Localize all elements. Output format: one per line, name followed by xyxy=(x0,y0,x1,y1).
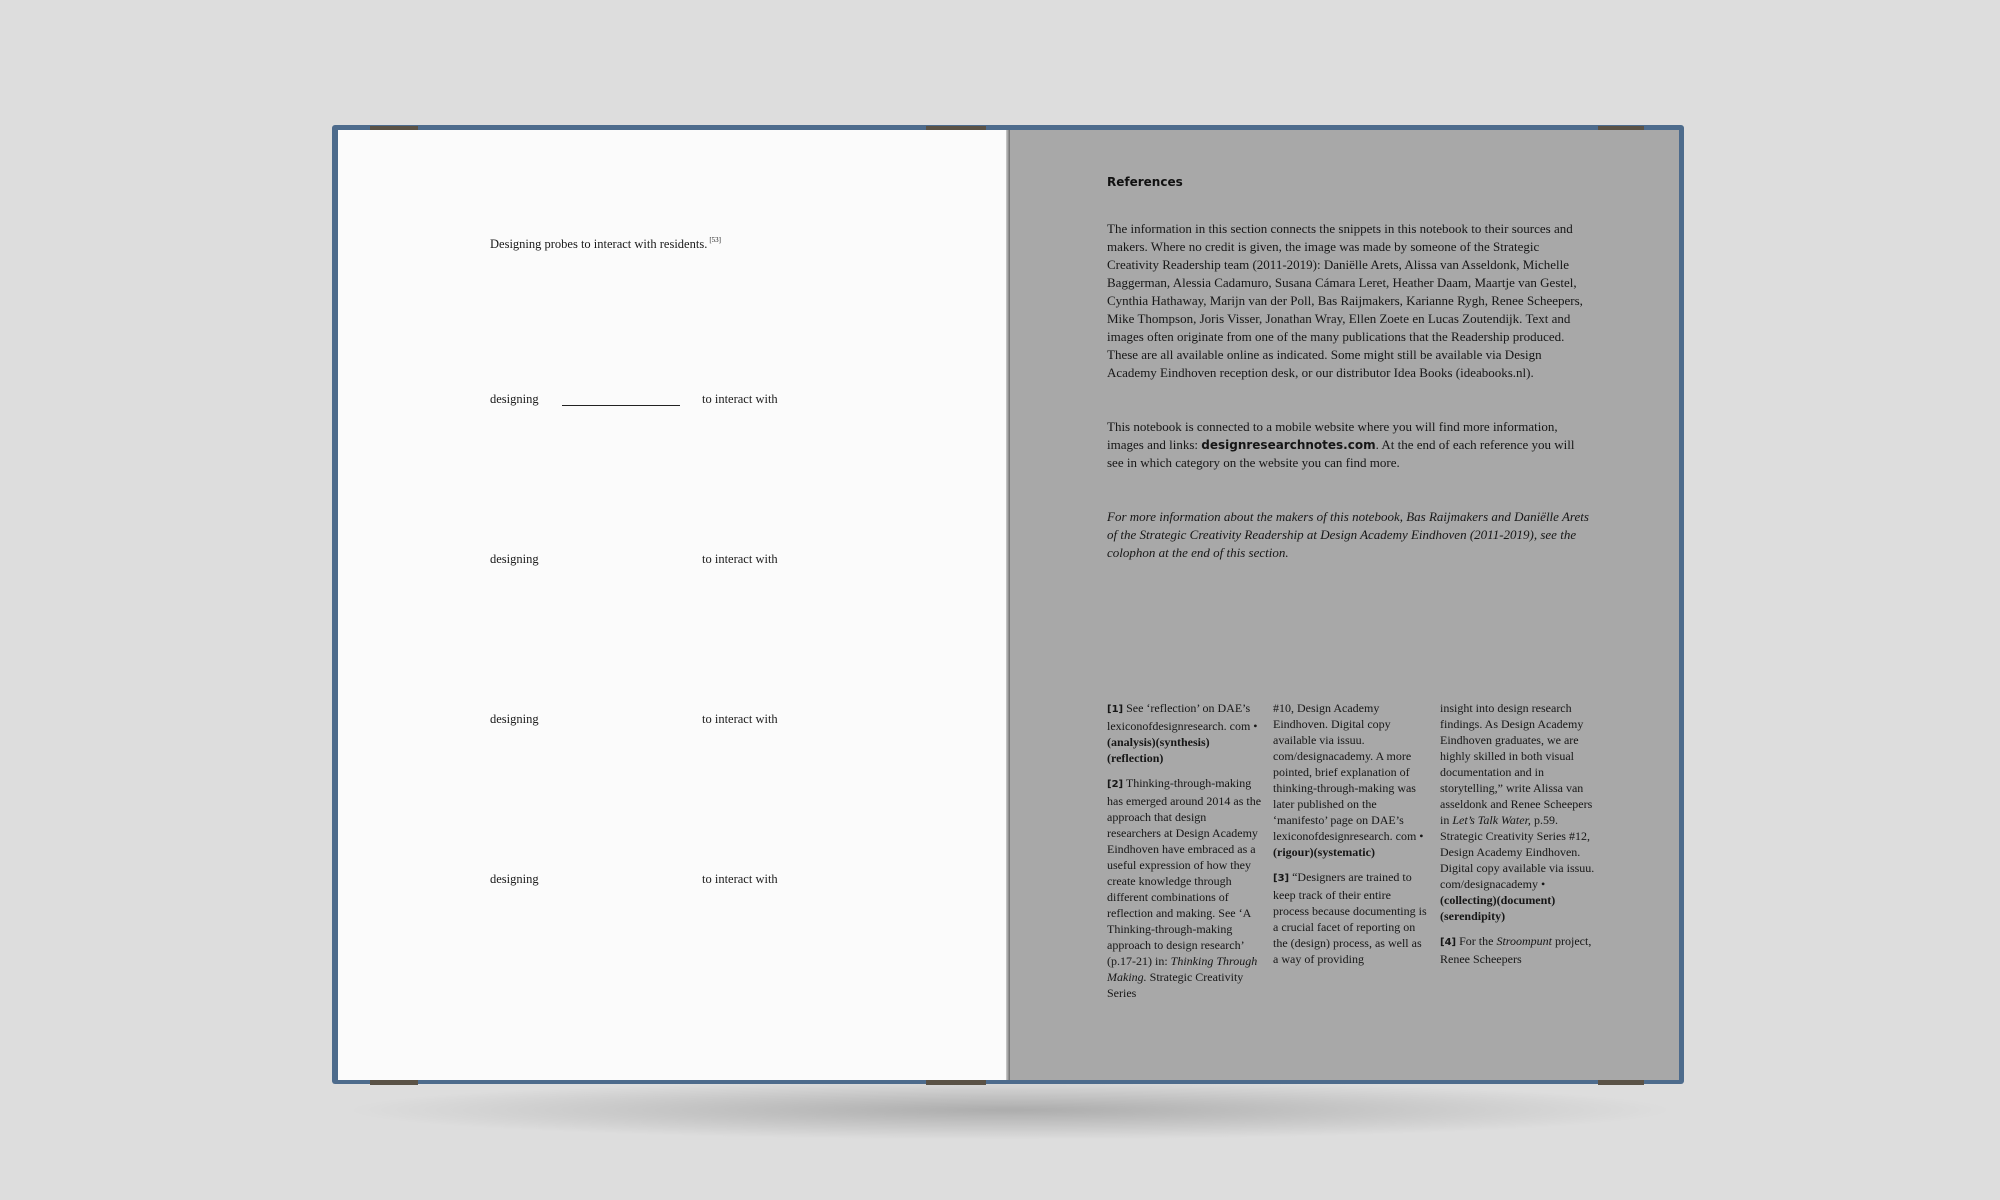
row-word-designing: designing xyxy=(490,392,539,406)
fill-in-row xyxy=(490,552,790,570)
fill-in-row xyxy=(490,872,790,890)
reference-categories: (rigour)(systematic) xyxy=(1273,845,1375,859)
reference-text: p.59. Strategic Creativity Series #12, Design Academy Eindhoven. Digital copy available via issuu. com/designacademy • xyxy=(1440,813,1595,891)
reference-number: [2] xyxy=(1107,779,1124,790)
intro-text: Designing probes to interact with residents. xyxy=(490,237,708,251)
colophon-note: For more information about the makers of this notebook, Bas Raijmakers and Daniëlle Arets of the Strategic Creativity Readership at Design Academy Eindhoven (2011-2019), see the colophon at the end of this section. xyxy=(1107,509,1589,560)
row-word-designing: designing xyxy=(490,552,539,566)
reference-column-1 xyxy=(1107,700,1262,1010)
intro-reference: [53] xyxy=(709,236,721,244)
reference-3 xyxy=(1273,869,1428,967)
website-link: designresearchnotes.com xyxy=(1201,438,1376,452)
row-word-interact: to interact with xyxy=(702,712,778,726)
row-word-designing: designing xyxy=(490,872,539,886)
reference-text: “Designers are trained to keep track of their entire process because documenting is a crucial facet of reporting on the (design) process, as well as a way of providing xyxy=(1273,870,1427,966)
reference-4 xyxy=(1440,933,1595,967)
fill-in-row xyxy=(490,392,790,410)
row-word-designing: designing xyxy=(490,712,539,726)
reference-2-continued xyxy=(1273,700,1428,860)
reference-text: Thinking-through-making has emerged around 2014 as the approach that design researchers at Design Academy Eindhoven have embraced as a useful expression of how they create knowledge through different combinations of reflection and making. See ‘A Thinking-through-making approach to design research’ (p.17-21) in: xyxy=(1107,776,1262,968)
row-word-interact: to interact with xyxy=(702,552,778,566)
reference-column-3 xyxy=(1440,700,1595,976)
book-shadow xyxy=(340,1080,1680,1140)
website-text: This notebook is connected to a mobile website where you will find more information, images and links: xyxy=(1107,419,1558,452)
reference-text: project, Renee Scheepers xyxy=(1440,934,1592,966)
reference-text: #10, Design Academy Eindhoven. Digital copy available via issuu. com/designacademy. A more pointed, brief explanation of thinking-through-making was later published on the ‘manifesto’ page on DAE’s lexiconofdesignresearch. com • xyxy=(1273,701,1424,843)
reference-book-title: Let’s Talk Water, xyxy=(1452,813,1531,827)
left-page xyxy=(338,130,1008,1080)
reference-1 xyxy=(1107,700,1262,766)
intro-paragraph: The information in this section connects the snippets in this notebook to their sources and makers. Where no credit is given, the image was made by someone of the Strategic Creativity Readership team (2011-2019): Daniëlle Arets, Alissa van Asseldonk, Michelle Baggerman, Alessia Cadamuro, Susana Cámara Leret, Heather Daam, Maartje van Gestel, Cynthia Hathaway, Marijn van der Poll, Bas Raijmakers, Karianne Rygh, Renee Scheepers, Mike Thompson, Joris Visser, Jonathan Wray, Ellen Zoete en Lucas Zoutendijk. Text and images often originate from one of the many publications that the Readership produced. These are all available online as indicated. Some might still be available via Design Academy Eindhoven reception desk, or our distributor Idea Books (ideabooks.nl). xyxy=(1107,221,1583,380)
right-page xyxy=(1010,130,1679,1080)
reference-project-title: Stroompunt xyxy=(1496,934,1553,948)
fill-in-blank-line xyxy=(562,405,680,406)
reference-categories: (collecting)(document)(serendipity) xyxy=(1440,893,1556,923)
reference-number: [1] xyxy=(1107,704,1124,715)
reference-2 xyxy=(1107,775,1262,1001)
row-word-interact: to interact with xyxy=(702,872,778,886)
row-word-interact: to interact with xyxy=(702,392,778,406)
fill-in-row xyxy=(490,712,790,730)
reference-categories: (analysis)(synthesis)(reflection) xyxy=(1107,735,1210,765)
page-title: References xyxy=(1107,175,1183,189)
reference-text: insight into design research findings. As Design Academy Eindhoven graduates, we are highly skilled in both visual documentation and in storytelling,” write Alissa van asseldonk and Renee Scheepers in xyxy=(1440,701,1593,827)
reference-book-title: Thinking Through Making. xyxy=(1107,954,1258,984)
reference-number: [3] xyxy=(1273,873,1290,884)
website-paragraph xyxy=(1107,418,1592,472)
reference-text: For the xyxy=(1456,934,1497,948)
intro-line xyxy=(490,231,721,253)
reference-text: See ‘reflection’ on DAE’s lexiconofdesignresearch. com • xyxy=(1107,701,1258,733)
reference-text: Strategic Creativity Series xyxy=(1107,970,1244,1000)
website-text-end: . At the end of each reference you will see in which category on the website you can find more. xyxy=(1107,437,1575,470)
reference-3-continued xyxy=(1440,700,1595,924)
reference-number: [4] xyxy=(1440,937,1457,948)
reference-column-2 xyxy=(1273,700,1428,976)
